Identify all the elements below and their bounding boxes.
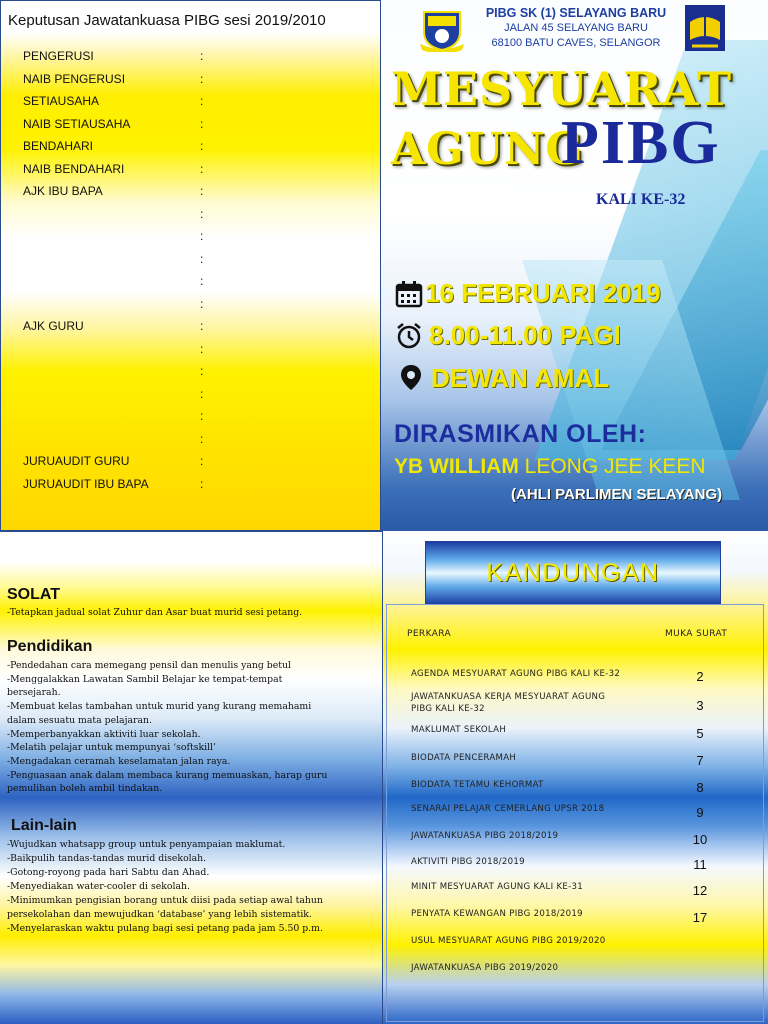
committee-colon: : <box>200 341 204 356</box>
committee-colon: : <box>200 386 204 401</box>
contents-column-item: PERKARA <box>407 629 452 639</box>
contents-item-label: PENYATA KEWANGAN PIBG 2018/2019 <box>411 909 583 919</box>
contents-item-label: JAWATANKUASA PIBG 2018/2019 <box>411 831 559 841</box>
committee-role-label: PENGERUSI <box>23 49 94 63</box>
committee-colon: : <box>200 184 204 198</box>
committee-colon: : <box>200 161 204 176</box>
time-text: 8.00-11.00 PAGI <box>429 320 621 350</box>
contents-item-page: 10 <box>692 832 708 847</box>
contents-item-page: 2 <box>696 669 704 684</box>
committee-colon: : <box>200 476 204 491</box>
committee-colon: : <box>200 296 204 311</box>
committee-role-label: BENDAHARI <box>23 139 94 153</box>
guest-name-bold: YB WILLIAM <box>394 455 519 478</box>
contents-table <box>386 604 764 1022</box>
contents-item-page: 12 <box>692 883 708 898</box>
guest-title: (AHLI PARLIMEN SELAYANG) <box>511 486 723 503</box>
calendar-icon <box>395 280 423 308</box>
contents-item-label: MINIT MESYUARAT AGUNG KALI KE-31 <box>411 882 584 892</box>
committee-role-label: NAIB PENGERUSI <box>23 71 126 86</box>
headline-mesyuarat: MESYUARAT <box>391 62 733 116</box>
committee-colon: : <box>200 274 204 288</box>
note-line: -Minimumkan pengisian borang untuk diisi pada setiap awal tahun <box>7 895 323 906</box>
committee-title: Keputusan Jawatankuasa PIBG sesi 2019/2010 <box>8 12 326 29</box>
contents-item-label: JAWATANKUASA KERJA MESYUARAT AGUNG PIBG KALI KE-32 <box>411 692 606 714</box>
note-line: -Penguasaan anak dalam membaca kurang memuaskan, harap guru <box>7 769 328 781</box>
section-heading-pendidikan: Pendidikan <box>7 638 93 655</box>
section-heading-solat: SOLAT <box>7 586 61 603</box>
committee-colon: : <box>200 454 204 468</box>
committee-colon: : <box>200 319 204 333</box>
location-pin-icon <box>397 363 425 391</box>
contents-item-label: JAWATANKUASA PIBG 2019/2020 <box>411 963 559 973</box>
contents-item-label: AKTIVITI PIBG 2018/2019 <box>411 857 525 867</box>
note-line: -Pendedahan cara memegang pensil dan menulis yang betul <box>7 660 291 671</box>
section-heading-lain-lain: Lain-lain <box>11 817 77 834</box>
contents-item-page: 8 <box>696 780 704 795</box>
committee-role-label: AJK GURU <box>23 319 84 333</box>
contents-item-page: 3 <box>696 698 704 713</box>
contents-title: KANDUNGAN <box>486 559 660 587</box>
guest-name <box>394 455 706 479</box>
contents-item-page: 11 <box>693 857 707 872</box>
note-line: -Mengadakan ceramah keselamatan jalan raya. <box>7 755 231 767</box>
committee-colon: : <box>200 206 204 221</box>
committee-colon: : <box>200 116 204 131</box>
contents-item-label: BIODATA PENCERAMAH <box>411 753 517 763</box>
committee-role-label: SETIAUSAHA <box>23 94 100 108</box>
note-line: -Baikpulih tandas-tandas murid disekolah. <box>7 853 207 864</box>
committee-role-label: NAIB SETIAUSAHA <box>23 116 131 131</box>
school-name: PIBG SK (1) SELAYANG BARU <box>485 6 667 20</box>
contents-item-label: SENARAI PELAJAR CEMERLANG UPSR 2018 <box>411 804 605 814</box>
headline-agung: AGUNG <box>391 124 584 175</box>
notes-panel <box>0 531 383 1024</box>
committee-colon: : <box>200 251 204 266</box>
note-line: dalam sesuatu mata pelajaran. <box>7 714 152 726</box>
school-address-line: 68100 BATU CAVES, SELANGOR <box>491 37 661 49</box>
committee-colon: : <box>200 364 204 378</box>
venue-text: DEWAN AMAL <box>431 363 610 393</box>
edition-label: KALI KE-32 <box>596 191 686 208</box>
note-line: -Menggalakkan Lawatan Sambil Belajar ke tempat-tempat <box>7 673 283 685</box>
officiated-label: DIRASMIKAN OLEH: <box>394 420 647 448</box>
note-line: -Gotong-royong pada hari Sabtu dan Ahad. <box>7 867 210 878</box>
committee-colon: : <box>200 409 204 423</box>
school-address-line: JALAN 45 SELAYANG BARU <box>504 22 648 34</box>
committee-role-label: AJK IBU BAPA <box>23 184 103 198</box>
note-line: -Tetapkan jadual solat Zuhur dan Asar buat murid sesi petang. <box>7 607 303 618</box>
date-text: 16 FEBRUARI 2019 <box>425 278 661 308</box>
committee-panel <box>0 0 381 531</box>
cover-panel <box>381 0 768 531</box>
committee-role-label: JURUAUDIT IBU BAPA <box>23 476 149 491</box>
committee-role-label: JURUAUDIT GURU <box>23 454 130 468</box>
committee-role-label: NAIB BENDAHARI <box>23 161 125 176</box>
committee-colon: : <box>200 229 204 243</box>
contents-title-bar <box>426 542 720 604</box>
note-line: persekolahan dan mewujudkan ‘database’ yang lebih sistematik. <box>7 909 312 920</box>
school-crest-logo <box>418 8 466 52</box>
committee-colon: : <box>200 431 204 446</box>
committee-colon: : <box>200 49 204 63</box>
contents-item-label: AGENDA MESYUARAT AGUNG PIBG KALI KE-32 <box>411 669 621 679</box>
guest-name-rest: LEONG JEE KEEN <box>518 455 706 478</box>
pibg-logo <box>684 4 726 52</box>
note-line: -Wujudkan whatsapp group untuk penyampaian maklumat. <box>7 839 286 850</box>
contents-item-label: MAKLUMAT SEKOLAH <box>411 725 507 735</box>
contents-column-page: MUKA SURAT <box>665 629 728 639</box>
note-line: bersejarah. <box>7 687 61 699</box>
contents-panel <box>383 531 768 1024</box>
note-line: -Melatih pelajar untuk mempunyai ‘softskill’ <box>7 742 216 754</box>
contents-item-page: 9 <box>696 805 704 820</box>
alarm-clock-icon <box>395 322 423 350</box>
contents-item-page: 5 <box>696 726 704 741</box>
contents-item-label: USUL MESYUARAT AGUNG PIBG 2019/2020 <box>411 936 606 946</box>
committee-colon: : <box>200 71 204 86</box>
note-line: -Membuat kelas tambahan untuk murid yang kurang memahami <box>7 701 312 713</box>
headline-pibg: PIBG <box>561 109 721 177</box>
contents-item-label: BIODATA TETAMU KEHORMAT <box>411 780 544 790</box>
contents-item-page: 7 <box>696 753 704 768</box>
note-line: -Memperbanyakkan aktiviti luar sekolah. <box>7 728 201 740</box>
committee-colon: : <box>200 139 204 153</box>
committee-colon: : <box>200 94 204 108</box>
contents-item-page: 17 <box>692 910 708 925</box>
note-line: pemulihan boleh ambil tindakan. <box>7 783 163 795</box>
note-line: -Menyelaraskan waktu pulang bagi sesi petang pada jam 5.50 p.m. <box>7 923 323 934</box>
note-line: -Menyediakan water-cooler di sekolah. <box>7 881 190 892</box>
